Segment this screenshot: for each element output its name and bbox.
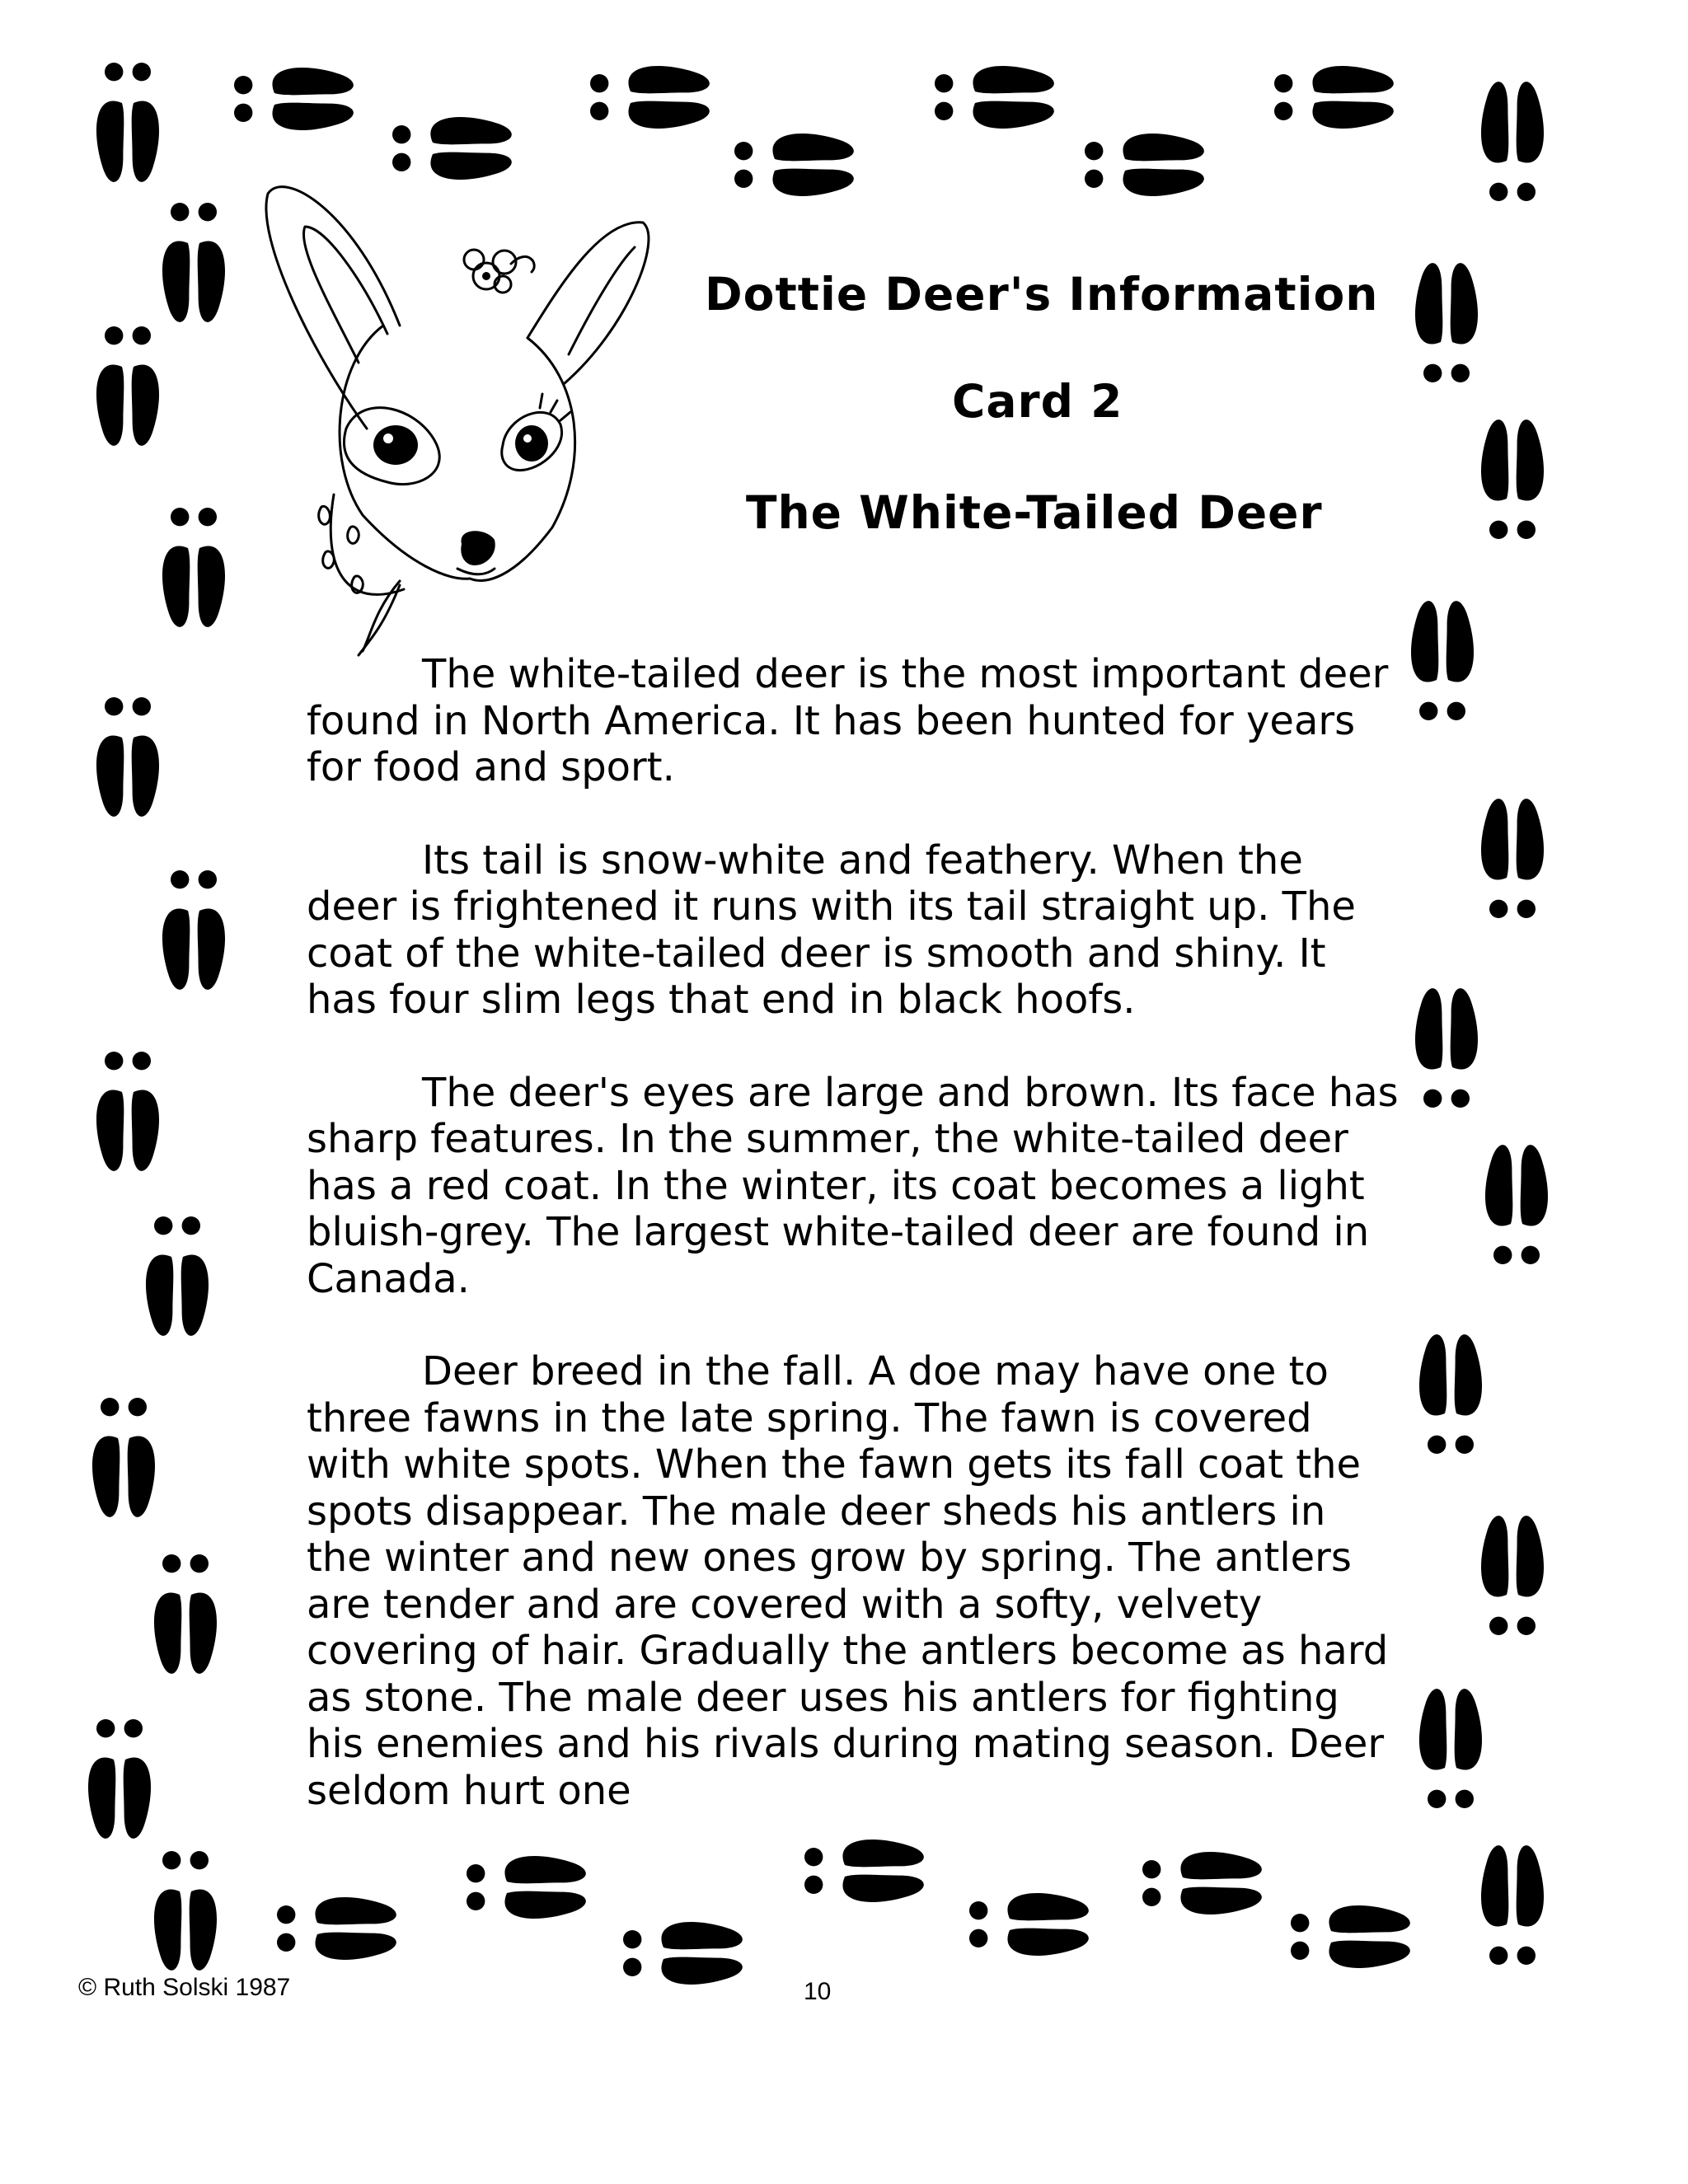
deer-hoof-print-icon bbox=[590, 66, 710, 129]
deer-hoof-print-icon bbox=[146, 1216, 209, 1336]
deer-hoof-print-icon bbox=[1481, 82, 1544, 201]
deer-hoof-print-icon bbox=[1274, 66, 1394, 129]
deer-hoof-print-icon bbox=[1419, 1689, 1482, 1808]
deer-hoof-print-icon bbox=[92, 1398, 155, 1517]
deer-hoof-print-icon bbox=[96, 1052, 159, 1171]
deer-hoof-print-icon bbox=[1485, 1145, 1548, 1264]
fawn-head-illustration bbox=[266, 187, 649, 655]
paragraph: The deer's eyes are large and brown. Its face has sharp features. In the summer, the white-tailed deer has a red coat. In the winter, its coat becomes a light bluish-grey. The largest white-tailed deer are found in Canada. bbox=[307, 1069, 1399, 1302]
deer-hoof-print-icon bbox=[623, 1922, 743, 1985]
deer-hoof-print-icon bbox=[1142, 1852, 1262, 1915]
paragraph: Deer breed in the fall. A doe may have one to three fawns in the late spring. The fawn is covered with white spots. When the fawn gets its fall coat the spots disappear. The male deer sheds his antlers in the winter and new ones grow by spring. The antlers are tender and are covered with a softy, velvety covering of hair. Gradually the antlers become as hard as stone. The male deer uses his antlers for fighting his enemies and his rivals during mating season. Deer seldom hurt one bbox=[307, 1348, 1389, 1814]
deer-hoof-print-icon bbox=[1481, 1516, 1544, 1635]
deer-hoof-print-icon bbox=[96, 697, 159, 817]
paragraph: The white-tailed deer is the most important deer found in North America. It has been hunted for years for food and sport. bbox=[307, 651, 1389, 790]
deer-hoof-print-icon bbox=[734, 134, 854, 196]
deer-hoof-print-icon bbox=[88, 1719, 151, 1839]
deer-hoof-print-icon bbox=[277, 1897, 396, 1960]
deer-hoof-print-icon bbox=[1411, 601, 1474, 720]
deer-hoof-print-icon bbox=[1481, 799, 1544, 918]
deer-hoof-print-icon bbox=[1415, 263, 1478, 382]
card-body bbox=[307, 651, 1403, 1860]
page-number: 10 bbox=[804, 1978, 832, 2005]
deer-hoof-print-icon bbox=[1085, 134, 1204, 196]
deer-hoof-print-icon bbox=[1481, 1845, 1544, 1965]
copyright-notice: © Ruth Solski 1987 bbox=[78, 1974, 291, 2001]
card-number: Card 2 bbox=[952, 375, 1123, 428]
deer-hoof-print-icon bbox=[1481, 419, 1544, 539]
deer-hoof-print-icon bbox=[96, 63, 159, 182]
deer-hoof-print-icon bbox=[162, 508, 225, 627]
deer-hoof-print-icon bbox=[1415, 988, 1478, 1108]
deer-hoof-print-icon bbox=[162, 203, 225, 322]
deer-hoof-print-icon bbox=[1419, 1334, 1482, 1454]
paragraph: Its tail is snow-white and feathery. When the deer is frightened it runs with its tail straight up. The coat of the white-tailed deer is smooth and shiny. It has four slim legs that end in black hoofs. bbox=[307, 837, 1356, 1023]
deer-hoof-print-icon bbox=[96, 326, 159, 446]
topic-heading: The White-Tailed Deer bbox=[746, 486, 1323, 539]
deer-hoof-print-icon bbox=[234, 68, 354, 130]
deer-hoof-print-icon bbox=[935, 66, 1054, 129]
deer-hoof-print-icon bbox=[969, 1893, 1089, 1956]
deer-hoof-print-icon bbox=[154, 1554, 217, 1674]
card-title: Dottie Deer's Information bbox=[705, 268, 1379, 321]
deer-hoof-print-icon bbox=[162, 870, 225, 990]
deer-hoof-print-icon bbox=[1291, 1905, 1410, 1968]
deer-hoof-print-icon bbox=[467, 1856, 586, 1919]
deer-hoof-print-icon bbox=[154, 1851, 217, 1971]
deer-hoof-print-icon bbox=[392, 117, 512, 180]
